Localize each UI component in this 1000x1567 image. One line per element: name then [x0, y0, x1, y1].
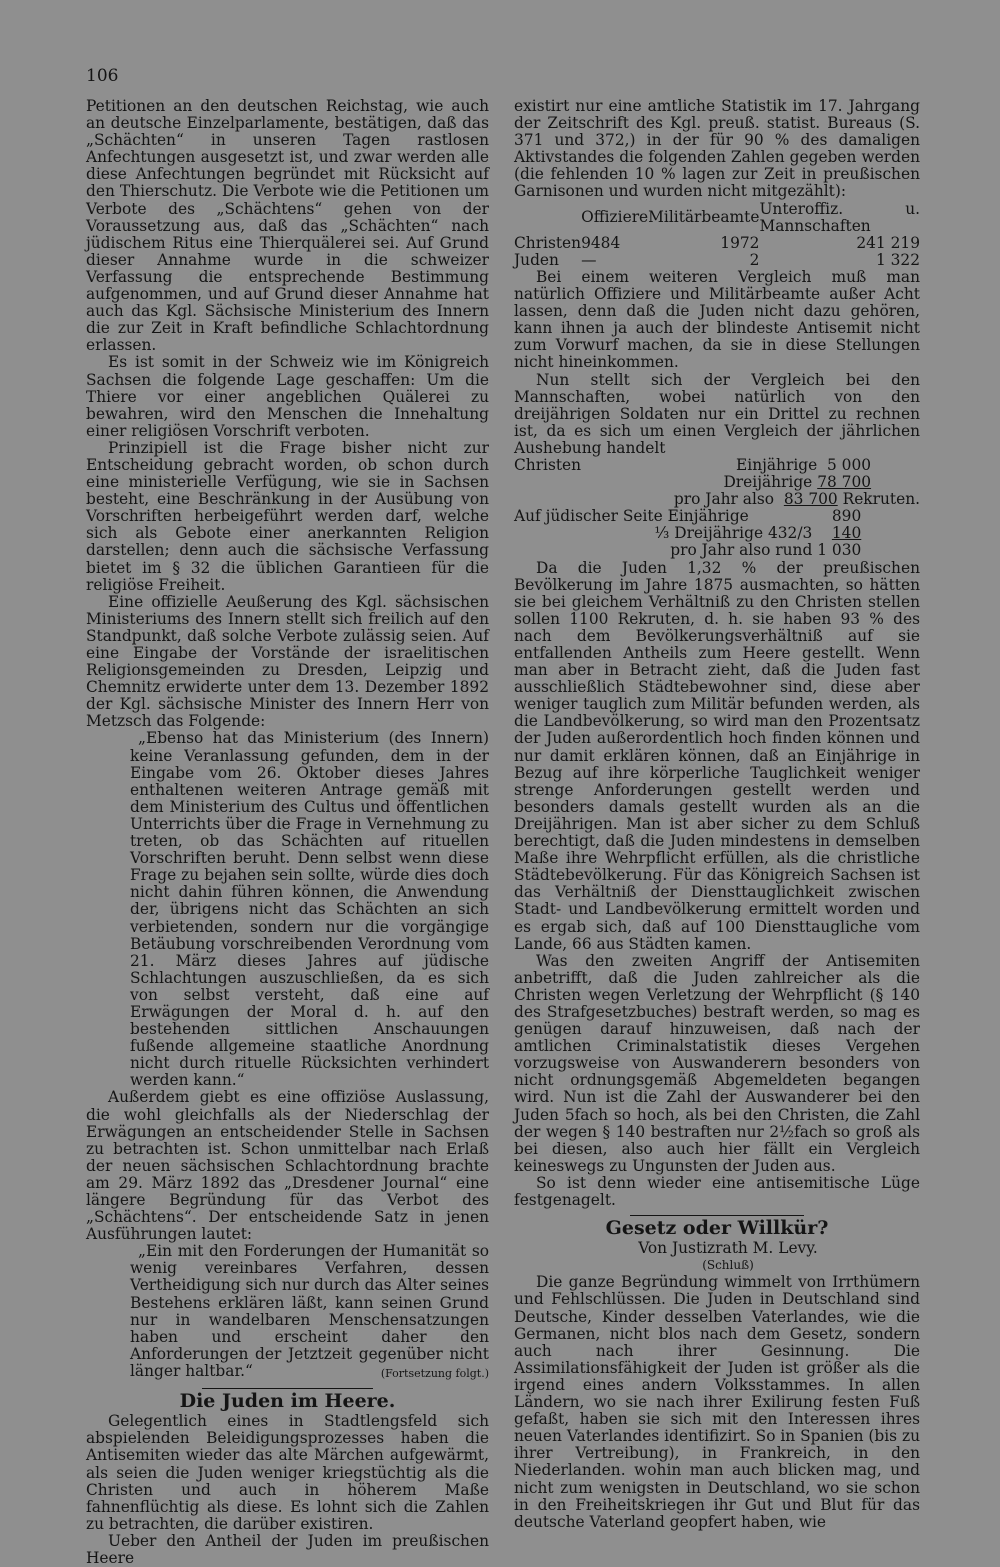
calc-value: 140 — [831, 524, 862, 543]
calc-row — [514, 491, 920, 508]
calc-value: 78 700 — [817, 473, 872, 492]
conclusion-note: (Schluß) — [702, 1258, 754, 1273]
calc-value: 83 700 — [783, 490, 838, 509]
calc-label: Auf jüdischer Seite Einjährige — [514, 507, 749, 526]
paragraph: existirt nur eine amtliche Statistik im 17. Jahrgang der Zeitschrift des Kgl. preuß. statist. Bureaus (S. 371 und 372,) in der für 90 % des damaligen Aktivstandes die folgenden Zahlen gegeben werden (die fehlenden 10 % lagen zur Zeit in preußischen Garnisonen und wurden nicht mitgezählt): — [514, 97, 920, 201]
paragraph: Die ganze Begründung wimmelt von Irrthümern und Fehlschlüssen. Die Juden in Deutschland sind Deutsche, Kinder desselben Vaterlandes, wie die Germanen, nicht blos nach dem Gesetz, sondern auch nach ihrer Gesinnung. Die Assimilationsfähigkeit der Juden ist größer als die irgend eines andern Volksstammes. In allen Ländern, wo sie nach ihrer Exilirung festen Fuß gefaßt, haben sie sich mit den Interessen ihres neuen Vaterlandes identifizirt. So in Spanien (bis zu ihrer Vertreibung), in Frankreich, in den Niederlanden. wohin man auch blicken mag, und nicht zum wenigsten in Deutschland, wo sie schon in den Freiheitskriegen ihr Gut und Blut für das deutsche Vaterland geopfert haben, wie — [514, 1273, 920, 1531]
column-header: Militärbeamte — [648, 208, 760, 227]
paragraph: Ueber den Antheil der Juden im preußischen Heere — [86, 1531, 489, 1567]
table-cell: — — [581, 250, 597, 269]
paragraph: Bei einem weiteren Vergleich muß man natürlich Offiziere und Militärbeamte außer Acht lassen, denn daß die Juden nicht dazu gehören, kann ihnen ja auch der blindeste Antisemit nicht zum Vorwurf machen, da sie in diese Stellungen nicht hineinkommen. — [514, 267, 920, 372]
statistics-table — [514, 201, 920, 269]
calc-label: Einjährige — [736, 455, 818, 474]
left-column — [86, 98, 489, 1567]
column-header: Unteroffiz. u. Mannschaften — [759, 199, 920, 235]
section-divider — [630, 1215, 804, 1216]
row-label: Christen — [514, 233, 582, 252]
table-row — [514, 252, 920, 269]
quotation: „Ebenso hat das Ministerium (des Innern) keine Veranlassung gefunden, dem in der Eingabe vom 26. Oktober dieses Jahres enthaltenen weiteren Antrage gemäß mit dem Ministerium des Cultus und öffentlichen Unterrichts über die Frage in Vernehmung zu treten, ob das Schächten auf rituellen Vorschriften beruht. Denn selbst wenn diese Frage zu bejahen sein sollte, würde dies doch nicht dahin führen können, die Anwendung der, übrigens nicht das Schächten an sich verbietenden, sondern nur die vorgängige Betäubung vorschreibenden Verordnung vom 21. März dieses Jahres auf jüdische Schlachtungen auszuschließen, da es sich von selbst versteht, daß eine auf Erwägungen der Moral d. h. auf den bestehenden sittlichen Anschauungen fußende allgemeine staatliche Anordnung nicht durch rituelle Rücksichten verhindert werden kann.“ — [130, 729, 489, 1090]
article-heading: Gesetz oder Willkür? — [605, 1217, 829, 1240]
paragraph: Gelegentlich eines in Stadtlengsfeld sich abspielenden Beleidigungsprozesses haben die Antisemiten wieder das alte Märchen aufgewärmt, als seien die Juden weniger kriegstüchtig als die Christen und auch in höherem Maße fahnenflüchtig als diese. Es lohnt sich die Zahlen zu betrachten, die darüber existiren. — [86, 1412, 489, 1533]
paragraph: Was den zweiten Angriff der Antisemiten anbetrifft, daß die Juden zahlreicher als die Christen wegen Verletzung der Wehrpflicht (§ 140 des Strafgesetzbuches) bestraft werden, so mag es genügen darauf hinzuweisen, daß nach der amtlichen Criminalstatistik dieses Vergehen vorzugsweise von Auswanderern besonders von nicht ordnungsgemäß Abgemeldeten begangen wird. Nun ist die Zahl der Auswanderer bei den Juden 5fach so hoch, als bei den Christen, die Zahl der wegen § 140 bestraften nur 2½fach so groß als bei diesen, also auch hier fällt ein Vergleich keineswegs zu Ungunsten der Juden aus. — [514, 951, 920, 1175]
calc-label: pro Jahr also — [673, 490, 775, 509]
table-row — [514, 235, 920, 252]
calc-row — [514, 457, 920, 474]
continuation-note: (Fortsetzung folgt.) — [380, 1367, 489, 1381]
calc-row — [514, 525, 920, 542]
paragraph: Es ist somit in der Schweiz wie im Königreich Sachsen die folgende Lage geschaffen: Um die Thiere vor einer angeblichen Quälerei zu bewahren, wird den Menschen die Innehaltung einer religiösen Vorschrift verboten. — [86, 353, 489, 440]
calc-label: Christen — [514, 455, 582, 474]
paragraph: Nun stellt sich der Vergleich bei den Mannschaften, wobei natürlich von den dreijährigen Soldaten nur ein Drittel zu rechnen ist, da es sich um einen Vergleich der jährlichen Aushebung handelt — [514, 370, 920, 457]
calc-label: ⅓ Dreijährige 432/3 — [654, 524, 813, 543]
column-header: Offiziere — [581, 208, 649, 227]
paragraph: So ist denn wieder eine antisemitische Lüge festgenagelt. — [514, 1173, 920, 1209]
calc-row — [514, 474, 920, 491]
paragraph: Außerdem giebt es eine offiziöse Auslassung, die wohl gleichfalls als der Niederschlag der Erwägungen an entscheidender Stelle in Sachsen zu betrachten ist. Schon unmittelbar nach Erlaß der neuen sächsischen Schlachtordnung brachte am 29. März 1892 das „Dresdener Journal“ eine längere Begründung für das Verbot des „Schächtens“. Der entscheidende Satz in jenen Ausführungen lautet: — [86, 1088, 489, 1244]
paragraph: Petitionen an den deutschen Reichstag, wie auch an deutsche Einzelparlamente, bestätigen, daß das „Schächten“ in unseren Tagen rastlosen Anfechtungen ausgesetzt ist, und zwar werden alle diese Anfechtungen begründet mit Rücksicht auf den Thierschutz. Die Verbote wie die Petitionen um Verbote des „Schächtens“ gehen von der Voraussetzung aus, daß das „Schächten“ nach jüdischem Ritus eine Thierquälerei sei. Auf Grund dieser Annahme wurde in die schweizer Verfassung die entsprechende Bestimmung aufgenommen, und auf Grund dieser Annahme hat auch das Kgl. Sächsische Ministerium des Innern die zur Zeit in Kraft befindliche Schlachtordnung erlassen. — [86, 97, 489, 355]
table-cell: 1 322 — [875, 250, 920, 269]
calc-label: Dreijährige — [723, 473, 813, 492]
paragraph: Eine offizielle Aeußerung des Kgl. sächsischen Ministeriums des Innern stellt sich freilich auf den Standpunkt, daß solche Verbote zulässig seien. Auf eine Eingabe der Vorstände der israelitischen Religionsgemeinden zu Dresden, Leipzig und Chemnitz erwiderte unter dem 13. Dezember 1892 der Kgl. sächsische Minister des Innern Herr von Metzsch das Folgende: — [86, 592, 489, 731]
row-label: Juden — [514, 250, 559, 269]
calc-label: Rekruten. — [842, 490, 920, 509]
table-header-row — [514, 201, 920, 235]
byline: Von Justizrath M. Levy. — [638, 1239, 818, 1258]
right-column — [514, 98, 920, 1531]
table-cell: 2 — [749, 250, 760, 269]
recruit-calculation — [514, 457, 920, 560]
calc-row — [514, 508, 920, 525]
page-number: 106 — [86, 66, 119, 86]
calc-label: pro Jahr also rund — [670, 541, 813, 560]
calc-value: 1 030 — [817, 541, 862, 560]
quotation-block — [130, 1243, 489, 1380]
quotation-block — [130, 730, 489, 1089]
table-cell: 1972 — [720, 233, 760, 252]
paragraph: Prinzipiell ist die Frage bisher nicht zur Entscheidung gebracht worden, ob schon durch eine ministerielle Verfügung, wie sie in Sachsen besteht, eine Beschränkung in der Ausübung von Vorschriften herbeigeführt werden darf, welche sich als Gebote einer anerkannten Religion darstellen; denn auch die sächsische Verfassung bietet im § 32 die üblichen Garantieen für die religiöse Freiheit. — [86, 438, 489, 594]
article-heading: Die Juden im Heere. — [179, 1390, 396, 1413]
table-cell: 241 219 — [856, 233, 920, 252]
calc-row — [514, 542, 920, 559]
calc-value: 5 000 — [827, 455, 872, 474]
paragraph: Da die Juden 1,32 % der preußischen Bevölkerung im Jahre 1875 ausmachten, so hätten sie bei gleichem Verhältniß zu den Christen stellen sollen 1100 Rekruten, d. h. sie haben 93 % des nach dem Bevölkerungsverhältniß auf sie entfallenden Antheils zum Heere gestellt. Wenn man aber in Betracht zieht, daß die Juden fast ausschließlich Städtebewohner sind, diese aber weniger tauglich zum Militär befunden werden, als die Landbevölkerung, so wird man den Prozentsatz der Juden außerordentlich hoch finden können und nur damit erklären können, daß an Einjährige in Bezug auf ihre körperliche Tauglichkeit weniger strenge Anforderungen gestellt werden und besonders damals gestellt wurden als an die Dreijährigen. Man ist aber sicher zu dem Schluß berechtigt, daß die Juden mindestens in demselben Maße ihre Wehrpflicht erfüllen, als die christliche Städtebevölkerung. Für das Königreich Sachsen ist das Verhältniß der Diensttauglichkeit zwischen Stadt- und Landbevölkerung ermittelt worden und es ergab sich, daß auf 100 Diensttaugliche vom Lande, 66 aus Städten kamen. — [514, 558, 920, 953]
quotation: „Ein mit den Forderungen der Humanität so wenig vereinbares Verfahren, dessen Vertheidigung sich nur durch das Alter seines Bestehens erklären läßt, kann seinen Grund nur in wandelbaren Menschensatzungen haben und erscheint daher den Anforderungen der Jetztzeit gegenüber nicht länger haltbar.“ — [130, 1242, 489, 1380]
table-cell: 9484 — [581, 233, 621, 252]
calc-value: 890 — [831, 507, 862, 526]
section-divider — [202, 1388, 373, 1389]
